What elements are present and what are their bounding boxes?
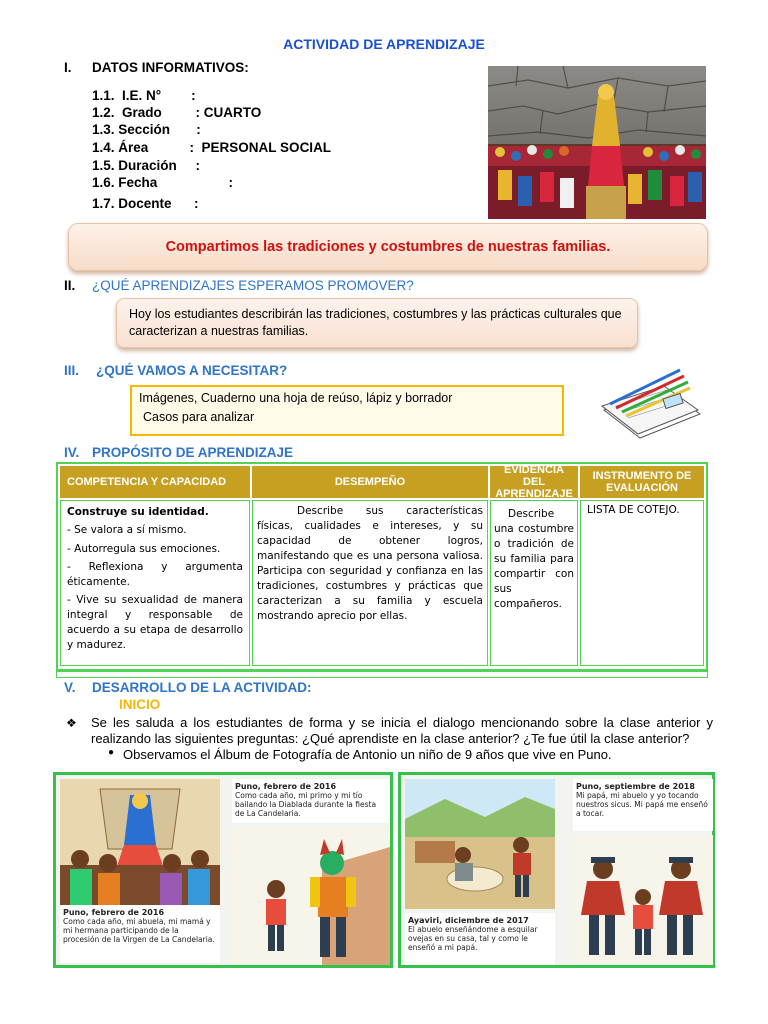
competencia-item: - Se valora a sí mismo. <box>67 524 187 536</box>
competencia-title: Construye su identidad. <box>67 506 209 518</box>
bullet-album-text: Observamos el Álbum de Fotografía de Antonio un niño de 9 años que vive en Puno. <box>123 747 612 762</box>
section-5-number: V. <box>64 680 76 695</box>
evidencia-text: Describe una costumbre o tradición de su familia para compartir con sus compañeros. <box>494 508 574 610</box>
table-bottom-rule <box>56 669 708 678</box>
materials-box <box>130 385 564 436</box>
info-docente: 1.7. Docente : <box>92 196 199 211</box>
caption-box-2 <box>232 779 390 823</box>
material-item: Imágenes, Cuaderno una hoja de reúso, lápiz y borrador <box>139 391 453 405</box>
instrumento-text: LISTA DE COTEJO. <box>587 504 680 516</box>
section-4-heading: PROPÓSITO DE APRENDIZAJE <box>92 445 294 460</box>
caption-2-title: Puno, febrero de 2016 <box>235 782 337 791</box>
header-desempeno: DESEMPEÑO <box>252 466 488 498</box>
header-competencia: COMPETENCIA Y CAPACIDAD <box>60 466 250 498</box>
section-2-heading: ¿QUÉ APRENDIZAJES ESPERAMOS PROMOVER? <box>92 278 414 293</box>
cell-instrumento <box>580 500 704 666</box>
cell-evidencia <box>490 500 578 666</box>
info-ie: 1.1. I.E. N° : <box>92 88 196 103</box>
info-seccion: 1.3. Sección : <box>92 122 201 137</box>
inicio-label: INICIO <box>119 697 161 712</box>
competencia-item: - Reflexiona y argumenta éticamente. <box>67 561 243 588</box>
material-item: Casos para analizar <box>143 410 255 424</box>
desempeno-text: Describe sus características físicas, cualidades e intereses, y su capacidad de obtener logros, manifestando que es una persona valiosa. Participa con seguridad y confianza en las tradiciones, costumbres y prácticas que caracterizan a su familia y escuela mostrando aprecio por ellas. <box>257 505 483 622</box>
header-evidencia: EVIDENCIA DEL APRENDIZAJE <box>490 466 578 498</box>
competencia-item: - Vive su sexualidad de manera integral y responsable de acuerdo a su etapa de desarrollo y madurez. <box>67 594 243 651</box>
learning-goal-box <box>116 298 638 348</box>
competencia-item: - Autorregula sus emociones. <box>67 543 221 555</box>
caption-4-text: Mi papá, mi abuelo y yo tocando nuestros sicus. Mi papá me enseñó a tocar. <box>576 791 708 818</box>
caption-3-text: El abuelo enseñándome a esquilar ovejas en su casa, tal y como le enseñó a mi papá. <box>408 925 538 952</box>
caption-box-3 <box>405 913 555 965</box>
bullet-dot-icon: ● <box>108 747 115 758</box>
section-2-number: II. <box>64 278 76 293</box>
cell-competencia <box>60 500 250 666</box>
caption-1-text: Como cada año, mi abuela, mi mamá y mi hermana participando de la procesión de la Virgen de La Candelaria. <box>63 917 215 944</box>
caption-2-text: Como cada año, mi primo y mi tío bailando la Diablada durante la fiesta de La Candelaria. <box>235 791 377 818</box>
section-3-number: III. <box>64 363 80 378</box>
dash-icon: - <box>67 524 75 536</box>
dash-icon: - <box>67 561 89 573</box>
section-1-number: I. <box>64 60 72 75</box>
sicus-illustration <box>573 835 713 965</box>
caption-box-1 <box>60 905 220 963</box>
header-instrumento: INSTRUMENTO DE EVALUACIÓN <box>580 466 704 498</box>
section-1-heading: DATOS INFORMATIVOS: <box>92 60 249 75</box>
info-area: 1.4. Área : PERSONAL SOCIAL <box>92 140 332 155</box>
festival-photo <box>488 66 706 219</box>
album-page-1 <box>53 772 393 968</box>
caption-1-title: Puno, febrero de 2016 <box>63 908 165 917</box>
diamond-bullet-icon: ❖ <box>66 716 77 730</box>
caption-3-title: Ayaviri, diciembre de 2017 <box>408 916 529 925</box>
procession-illustration <box>60 779 220 905</box>
section-5-heading: DESARROLLO DE LA ACTIVIDAD: <box>92 680 312 695</box>
activity-title-banner: Compartimos las tradiciones y costumbres de nuestras familias. <box>68 223 708 271</box>
dash-icon: - <box>67 543 75 555</box>
cell-desempeno <box>252 500 488 666</box>
section-3-heading: ¿QUÉ VAMOS A NECESITAR? <box>96 363 288 378</box>
caption-4-title: Puno, septiembre de 2018 <box>576 782 695 791</box>
info-duracion: 1.5. Duración : <box>92 158 201 173</box>
info-grado: 1.2. Grado : CUARTO <box>92 105 262 120</box>
page-title: ACTIVIDAD DE APRENDIZAJE <box>283 36 485 52</box>
info-fecha: 1.6. Fecha : <box>92 175 234 190</box>
diablada-illustration <box>232 827 390 965</box>
caption-box-4 <box>573 779 713 831</box>
bullet-greeting-text: Se les saluda a los estudiantes de forma y se inicia el dialogo mencionando sobre la clase anterior y realizando las siguientes preguntas: ¿Qué aprendiste en la clase anterior? ¿Te fue útil la clase anterior? <box>91 715 713 746</box>
learning-goal-text: Hoy los estudiantes describirán las tradiciones, costumbres y las prácticas culturales que caracterizan a nuestras familias. <box>129 307 622 338</box>
shearing-illustration <box>405 779 555 909</box>
album-page-2 <box>398 772 715 968</box>
dash-icon: - <box>67 594 77 606</box>
section-4-number: IV. <box>64 445 80 460</box>
school-supplies-image <box>596 362 706 442</box>
